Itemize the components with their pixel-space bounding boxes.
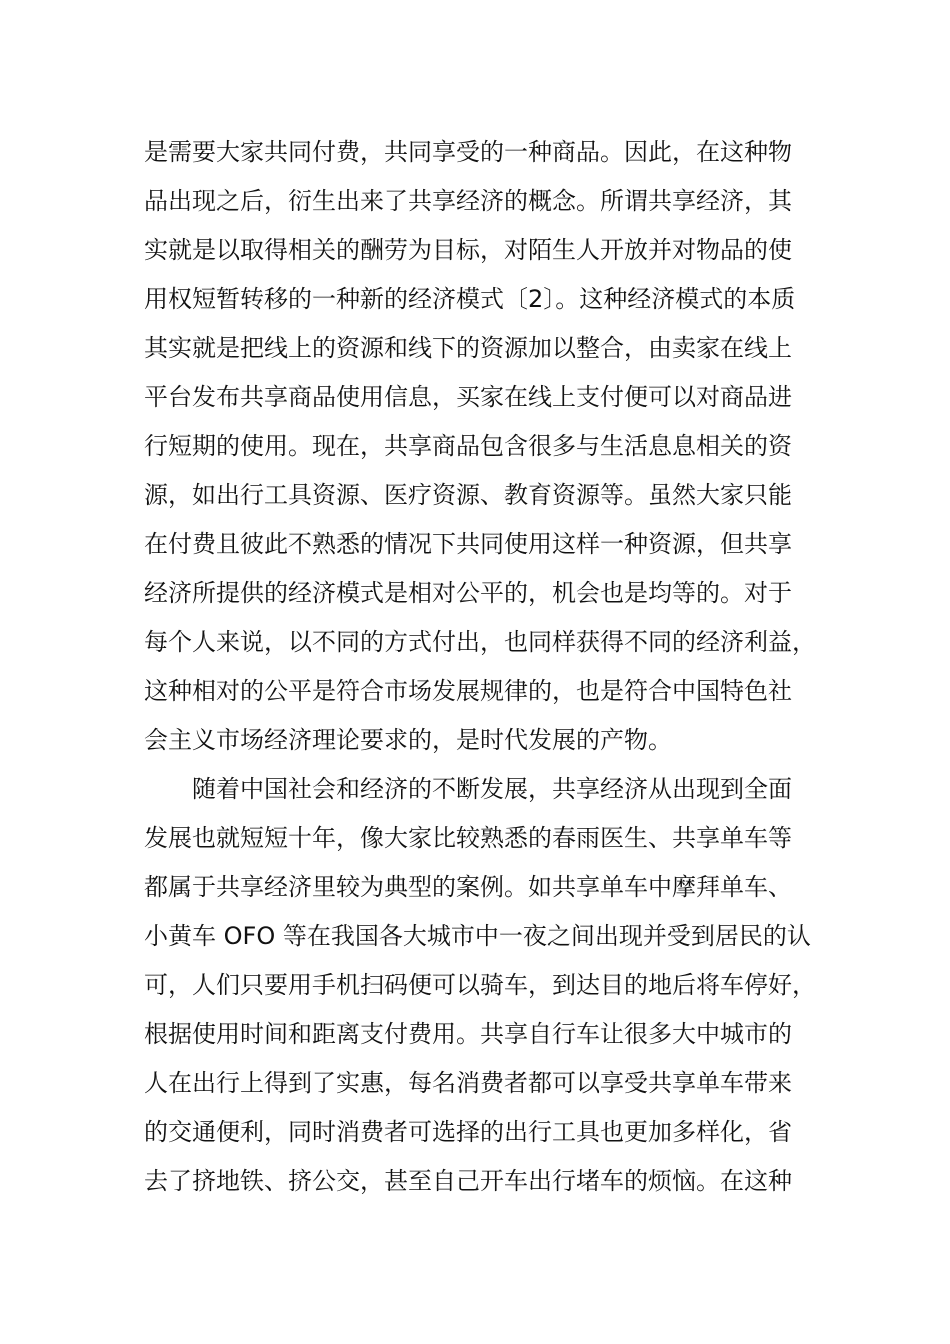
text-line: 用权短暂转移的一种新的经济模式〔2〕。这种经济模式的本质	[144, 285, 796, 313]
text-line: 源，如出行工具资源、医疗资源、教育资源等。虽然大家只能	[144, 481, 792, 509]
body-text	[144, 128, 814, 1206]
text-line: 是需要大家共同付费，共同享受的一种商品。因此，在这种物	[144, 138, 792, 166]
text-line: 小黄车 OFO 等在我国各大城市中一夜之间出现并受到居民的认	[144, 922, 811, 950]
text-line: 品出现之后，衍生出来了共享经济的概念。所谓共享经济，其	[144, 187, 792, 215]
text-line: 实就是以取得相关的酬劳为目标，对陌生人开放并对物品的使	[144, 236, 792, 264]
text-line: 的交通便利，同时消费者可选择的出行工具也更加多样化，省	[144, 1118, 792, 1146]
text-line: 其实就是把线上的资源和线下的资源加以整合，由卖家在线上	[144, 334, 792, 362]
text-line: 每个人来说，以不同的方式付出，也同样获得不同的经济利益，	[144, 628, 816, 656]
text-line: 人在出行上得到了实惠，每名消费者都可以享受共享单车带来	[144, 1069, 792, 1097]
text-line: 行短期的使用。现在，共享商品包含很多与生活息息相关的资	[144, 432, 792, 460]
text-line: 发展也就短短十年，像大家比较熟悉的春雨医生、共享单车等	[144, 824, 792, 852]
text-line: 在付费且彼此不熟悉的情况下共同使用这样一种资源，但共享	[144, 530, 792, 558]
text-line: 都属于共享经济里较为典型的案例。如共享单车中摩拜单车、	[144, 873, 792, 901]
text-line: 可，人们只要用手机扫码便可以骑车，到达目的地后将车停好，	[144, 971, 816, 999]
text-line: 经济所提供的经济模式是相对公平的，机会也是均等的。对于	[144, 579, 792, 607]
text-line: 随着中国社会和经济的不断发展，共享经济从出现到全面	[144, 775, 792, 803]
text-line: 会主义市场经济理论要求的，是时代发展的产物。	[144, 726, 672, 754]
text-line: 根据使用时间和距离支付费用。共享自行车让很多大中城市的	[144, 1020, 792, 1048]
text-line: 去了挤地铁、挤公交，甚至自己开车出行堵车的烦恼。在这种	[144, 1167, 792, 1195]
text-line: 平台发布共享商品使用信息，买家在线上支付便可以对商品进	[144, 383, 792, 411]
text-line: 这种相对的公平是符合市场发展规律的，也是符合中国特色社	[144, 677, 792, 705]
